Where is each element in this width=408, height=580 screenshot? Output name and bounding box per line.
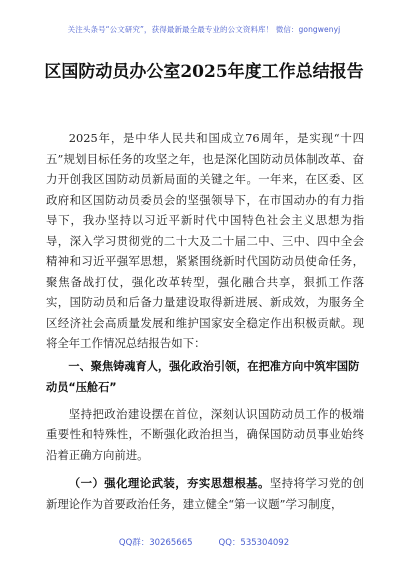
subsection-1 [46,473,364,514]
section-heading-1: 一、聚焦铸魂育人，强化政治引领，在把准方向中筑牢国防动员“压舱石” [46,359,360,394]
document-title: 区国防动员办公室2025年度工作总结报告 [44,62,364,82]
top-banner: 关注头条号“公文研究”，获得最新最全最专业的公文资料库！ 微信：gongwenyj [67,25,341,34]
subsection-1-text: 坚持将学习党的创新理论作为首要政治任务，建立健全“第一议题”学习制度， [46,476,364,511]
document-body [46,128,364,514]
subsection-1-lead: （一）强化理论武装，夯实思想根基。 [68,476,270,490]
footer-qq-group: QQ群：30265665 [118,538,193,548]
intro-paragraph: 2025年，是中华人民共和国成立76周年，是实现“十四五”规划目标任务的攻坚之年，也是深化国防动员体制改革、奋力开创我区国防动员新局面的关键之年。一年来，在区委、区政府和区国防动员委员会的坚强领导下，在市国动办的有力指导下，我办坚持以习近平新时代中国特色社会主义思想为指导，深入学习贯彻党的二十大及二十届二中、三中、四中全会精神和习近平强军思想，紧紧围绕新时代国防动员使命任务，聚焦备战打仗，强化改革转型，强化融合共享，狠抓工作落实，国防动员和后备力量建设取得新进展、新成效，为服务全区经济社会高质量发展和维护国家安全稳定作出积极贡献。现将全年工作情况总结报告如下： [46,131,364,350]
footer-contact [0,536,408,548]
footer-qq: QQ：535304092 [218,538,290,548]
section-1-paragraph: 坚持把政治建设摆在首位，深刻认识国防动员工作的极端重要性和特殊性，不断强化政治担当，确保国防动员事业始终沿着正确方向前进。 [46,406,364,462]
